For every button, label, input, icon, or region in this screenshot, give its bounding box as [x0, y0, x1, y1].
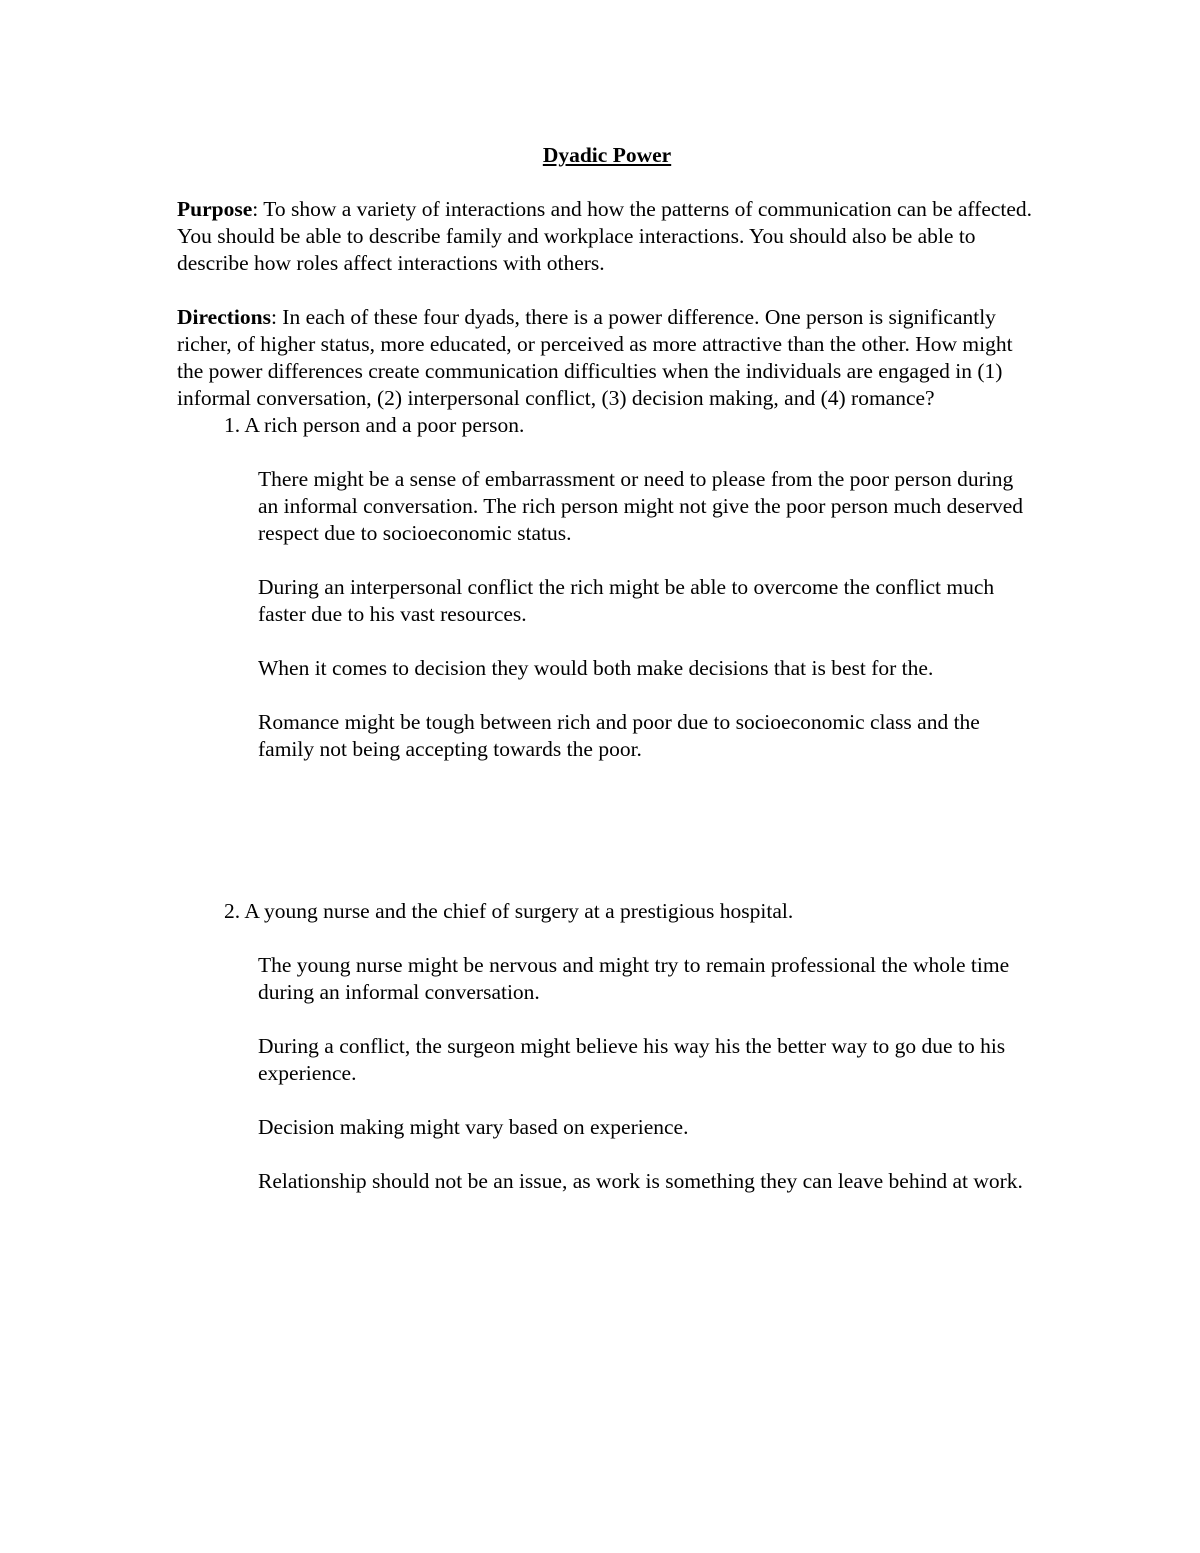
- dyad-2-response-decision: Decision making might vary based on experience.: [258, 1115, 689, 1139]
- dyad-1-response-conversation: There might be a sense of embarrassment or need to please from the poor person during an informal conversation. The rich person might not give the poor person much deserved respect due to socioeconomic status.: [258, 467, 1024, 545]
- document-title: Dyadic Power: [542, 143, 672, 167]
- dyad-2-response-conversation: The young nurse might be nervous and might try to remain professional the whole time during an informal conversation.: [258, 953, 1010, 1004]
- dyad-1-response-conflict: During an interpersonal conflict the rich might be able to overcome the conflict much faster due to his vast resources.: [258, 575, 995, 626]
- directions-label: Directions: [177, 305, 271, 329]
- dyad-item-heading-1: 1. A rich person and a poor person.: [224, 413, 525, 437]
- dyad-item-heading-2: 2. A young nurse and the chief of surgery at a prestigious hospital.: [224, 899, 794, 923]
- directions-paragraph: [177, 304, 1037, 412]
- dyad-1-response-romance: Romance might be tough between rich and poor due to socioeconomic class and the family not being accepting towards the poor.: [258, 710, 980, 761]
- dyad-2-response-conflict: During a conflict, the surgeon might believe his way his the better way to go due to his experience.: [258, 1034, 1006, 1085]
- purpose-paragraph: [177, 196, 1037, 277]
- dyad-2-response-romance: Relationship should not be an issue, as work is something they can leave behind at work.: [258, 1169, 1023, 1193]
- purpose-label: Purpose: [177, 197, 253, 221]
- document-body: [177, 142, 1037, 1222]
- dyad-1-response-decision: When it comes to decision they would both make decisions that is best for the.: [258, 656, 934, 680]
- directions-text: : In each of these four dyads, there is a power difference. One person is significantly richer, of higher status, more educated, or perceived as more attractive than the other. How might the power differences create communication difficulties when the individuals are engaged in (1) informal conversation, (2) interpersonal conflict, (3) decision making, and (4) romance?: [177, 305, 1013, 410]
- purpose-text: : To show a variety of interactions and how the patterns of communication can be affected. You should be able to describe family and workplace interactions. You should also be able to describe how roles affect interactions with others.: [177, 197, 1033, 275]
